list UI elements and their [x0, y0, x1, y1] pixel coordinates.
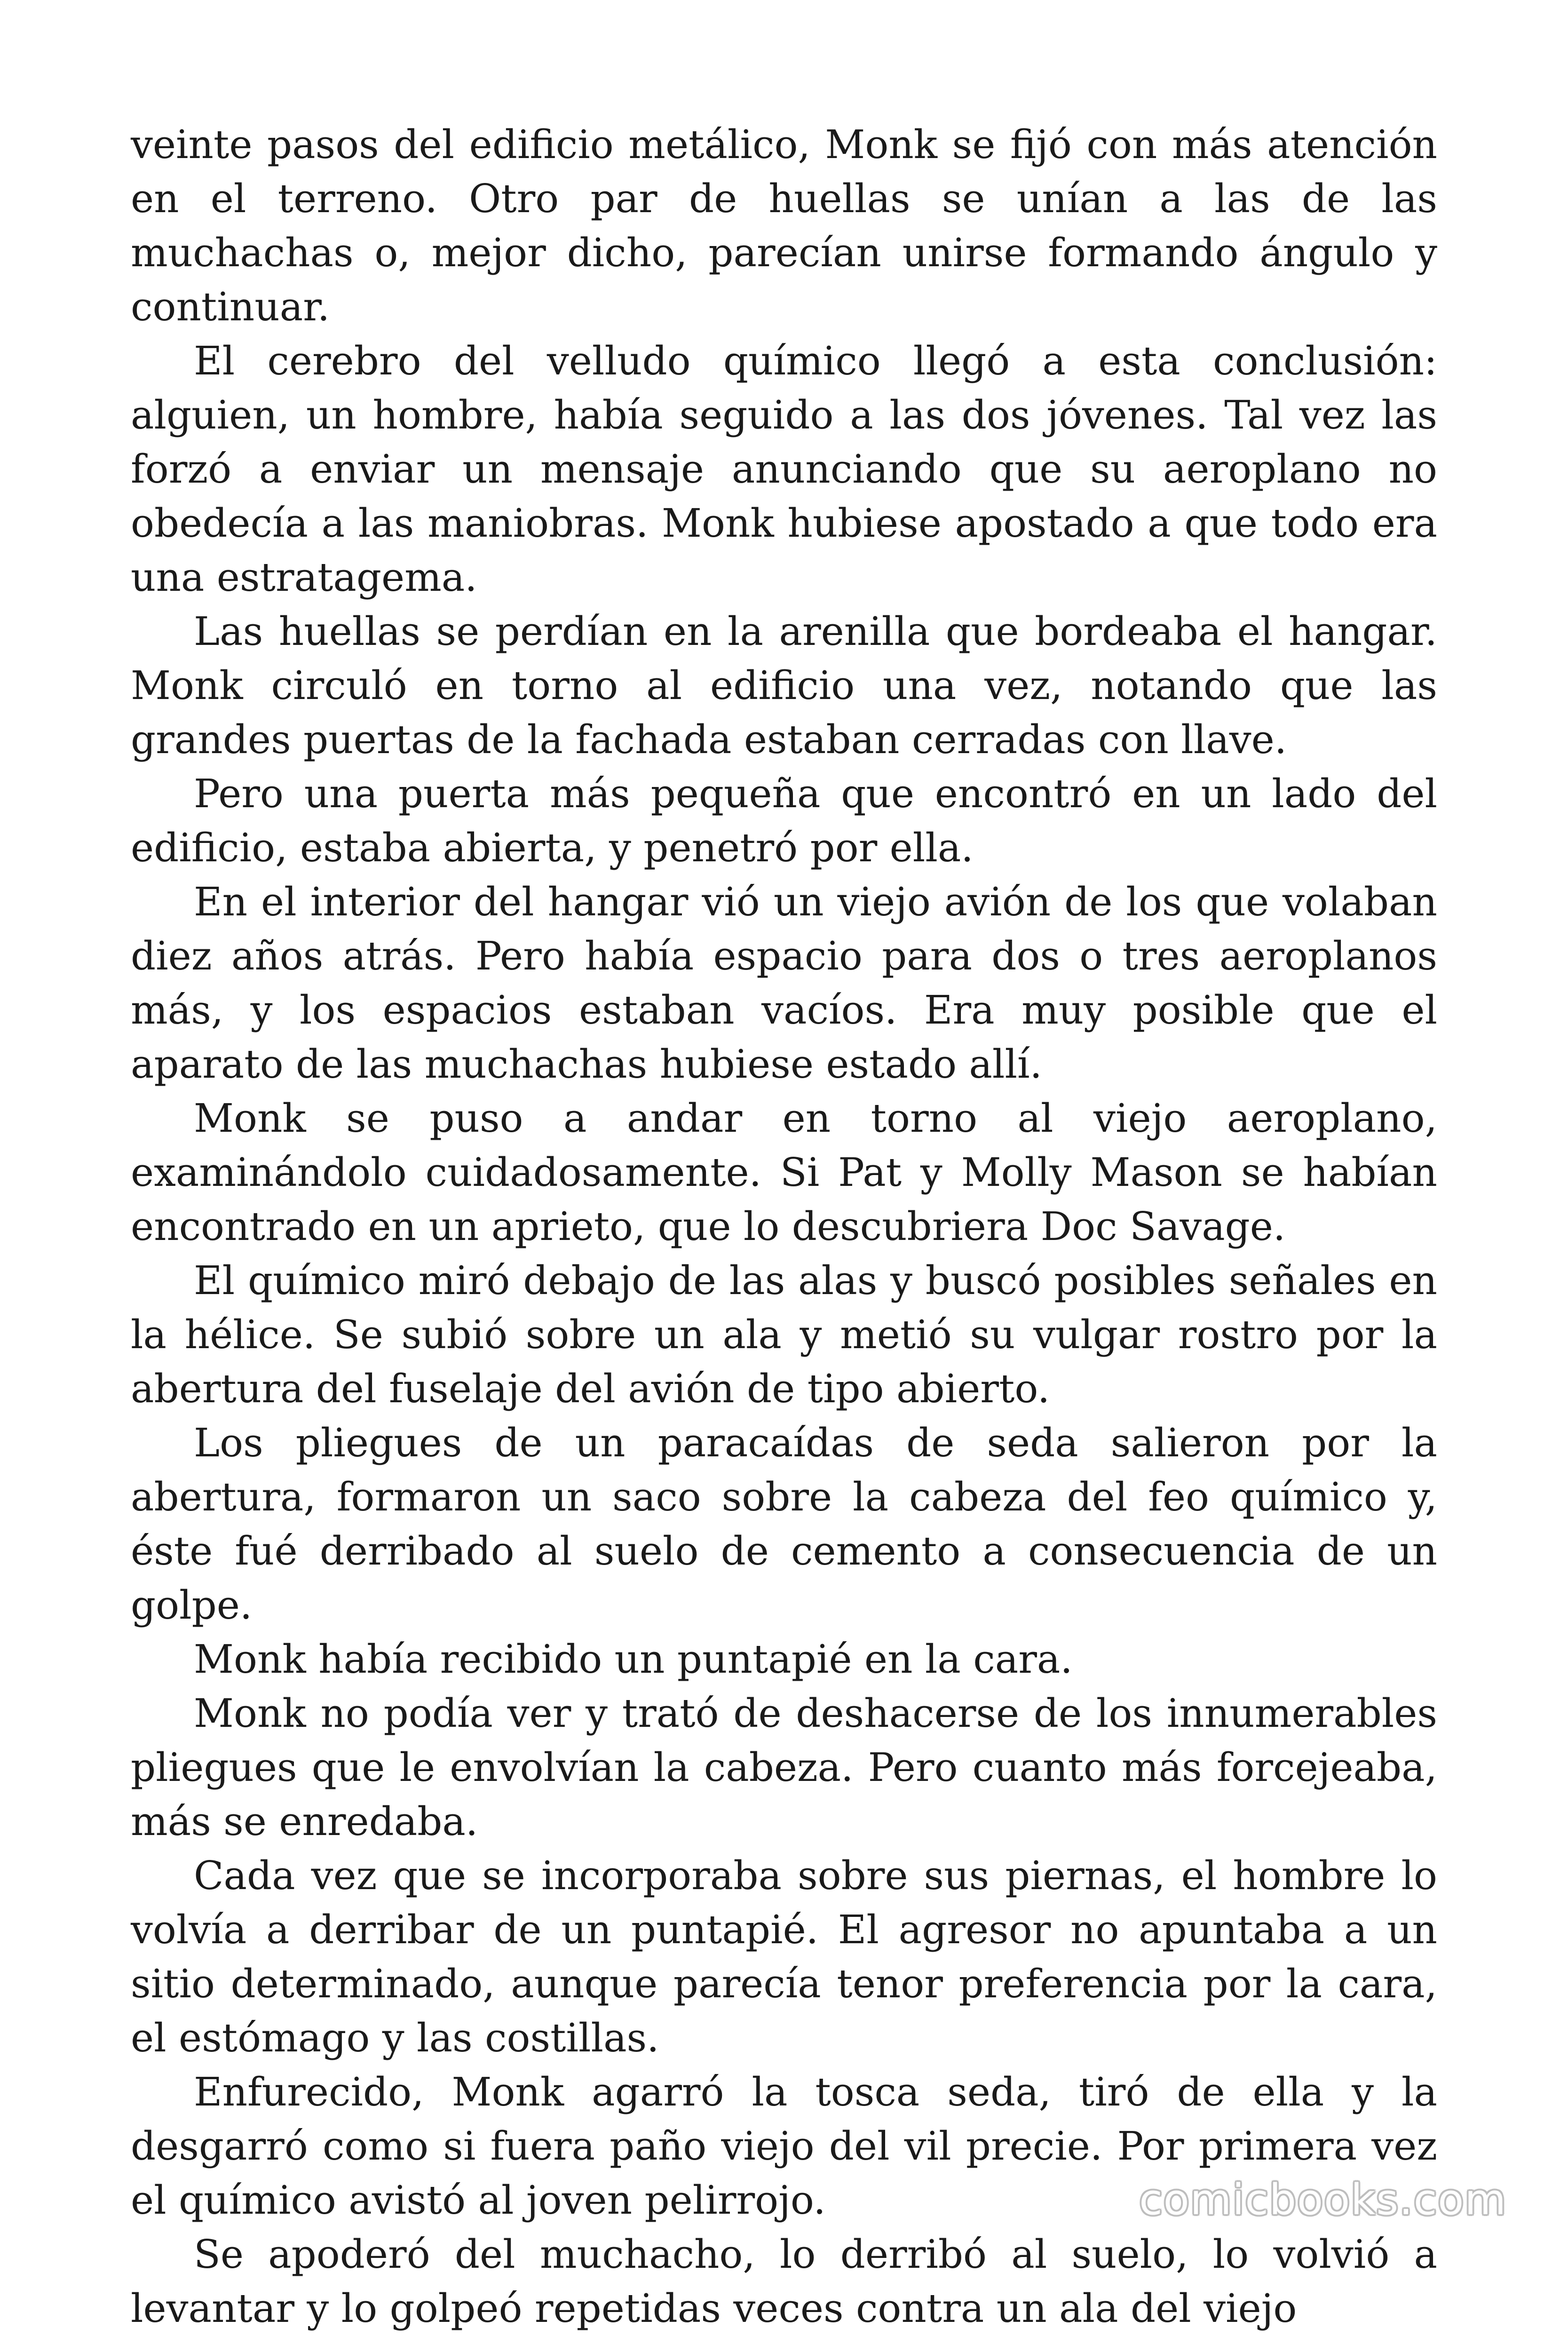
- page-body-text: [131, 118, 1437, 2336]
- paragraph-11: Cada vez que se incorporaba sobre sus piernas, el hombre lo volvía a derribar de un puntapié. El agresor no apuntaba a un sitio determinado, aunque parecía tenor preferencia por la cara, el estómago y las costillas.: [131, 1853, 1437, 2061]
- paragraph-6: Monk se puso a andar en torno al viejo aeroplano, examinándolo cuidadosamente. Si Pat y Molly Mason se habían encontrado en un aprieto, que lo descubriera Doc Savage.: [131, 1096, 1437, 1249]
- paragraph-5: En el interior del hangar vió un viejo avión de los que volaban diez años atrás. Pero había espacio para dos o tres aeroplanos más, y los espacios estaban vacíos. Era muy posible que el aparato de las muchachas hubiese estado allí.: [131, 879, 1437, 1087]
- paragraph-12: Enfurecido, Monk agarró la tosca seda, tiró de ella y la desgarró como si fuera paño viejo del vil precie. Por primera vez el químico avistó al joven pelirrojo.: [131, 2069, 1437, 2223]
- paragraph-4: Pero una puerta más pequeña que encontró en un lado del edificio, estaba abierta, y penetró por ella.: [131, 771, 1437, 871]
- paragraph-8: Los pliegues de un paracaídas de seda salieron por la abertura, formaron un saco sobre la cabeza del feo químico y, éste fué derribado al suelo de cemento a consecuencia de un golpe.: [131, 1420, 1437, 1628]
- paragraph-7: El químico miró debajo de las alas y buscó posibles señales en la hélice. Se subió sobre un ala y metió su vulgar rostro por la abertura del fuselaje del avión de tipo abierto.: [131, 1258, 1437, 1412]
- paragraph-3: Las huellas se perdían en la arenilla que bordeaba el hangar. Monk circuló en torno al edificio una vez, notando que las grandes puertas de la fachada estaban cerradas con llave.: [131, 609, 1437, 763]
- paragraph-13: Se apoderó del muchacho, lo derribó al suelo, lo volvió a levantar y lo golpeó repetidas veces contra un ala del viejo: [131, 2232, 1437, 2331]
- paragraph-9: Monk había recibido un puntapié en la cara.: [194, 1637, 1073, 1682]
- paragraph-2: El cerebro del velludo químico llegó a esta conclusión: alguien, un hombre, había seguido a las dos jóvenes. Tal vez las forzó a enviar un mensaje anunciando que su aeroplano no obedecía a las maniobras. Monk hubiese apostado a que todo era una estratagema.: [131, 338, 1437, 600]
- paragraph-10: Monk no podía ver y trató de deshacerse de los innumerables pliegues que le envolvían la cabeza. Pero cuanto más forcejeaba, más se enredaba.: [131, 1691, 1437, 1844]
- watermark: comicbooks.com: [1139, 2175, 1507, 2225]
- paragraph-1: veinte pasos del edificio metálico, Monk se fijó con más atención en el terreno. Otro par de huellas se unían a las de las muchachas o, mejor dicho, parecían unirse formando ángulo y continuar.: [131, 122, 1437, 330]
